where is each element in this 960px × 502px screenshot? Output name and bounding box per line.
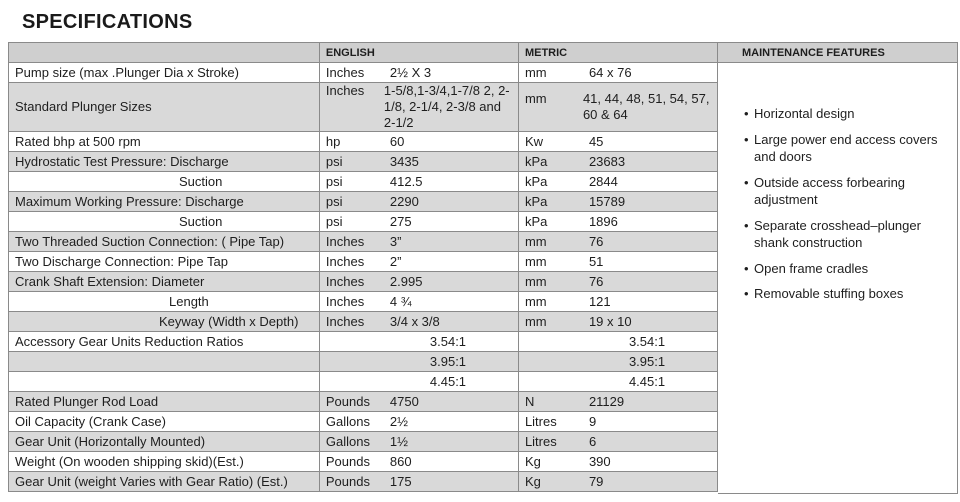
metric-unit: mm bbox=[524, 313, 547, 329]
spec-label: Suction bbox=[9, 212, 320, 232]
header-english: ENGLISH bbox=[319, 43, 518, 63]
metric-unit: Kw bbox=[524, 133, 543, 149]
specifications-body bbox=[9, 63, 718, 492]
metric-cell bbox=[518, 472, 717, 492]
table-row bbox=[9, 63, 718, 83]
spec-label bbox=[9, 372, 320, 392]
metric-value: 41, 44, 48, 51, 54, 57, 60 & 64 bbox=[582, 91, 710, 122]
bullet-icon: • bbox=[744, 260, 749, 276]
english-cell bbox=[319, 452, 518, 472]
english-cell bbox=[319, 172, 518, 192]
table-header-row bbox=[9, 43, 718, 63]
metric-cell bbox=[518, 312, 717, 332]
english-ratio: 4.45:1 bbox=[429, 373, 467, 389]
metric-value: 1896 bbox=[588, 213, 618, 229]
metric-value: 19 x 10 bbox=[588, 313, 632, 329]
metric-cell bbox=[518, 232, 717, 252]
metric-unit: Kg bbox=[524, 473, 541, 489]
maintenance-list bbox=[744, 105, 949, 311]
spec-label: Keyway (Width x Depth) bbox=[9, 312, 320, 332]
metric-unit: mm bbox=[524, 64, 547, 80]
metric-value: 51 bbox=[588, 253, 604, 269]
english-value: 2290 bbox=[389, 193, 419, 209]
spec-label: Two Discharge Connection: Pipe Tap bbox=[9, 252, 320, 272]
metric-ratio: 3.54:1 bbox=[628, 333, 666, 349]
metric-cell bbox=[518, 132, 717, 152]
english-value: 2” bbox=[389, 253, 402, 269]
english-value: 2½ X 3 bbox=[389, 64, 432, 80]
english-cell bbox=[319, 352, 518, 372]
spec-label bbox=[9, 352, 320, 372]
maintenance-item bbox=[744, 174, 949, 209]
metric-unit: kPa bbox=[524, 173, 548, 189]
english-value: 3/4 x 3/8 bbox=[389, 313, 440, 329]
spec-label: Suction bbox=[9, 172, 320, 192]
metric-value: 64 x 76 bbox=[588, 64, 632, 80]
english-unit: psi bbox=[325, 153, 343, 169]
table-row bbox=[9, 83, 718, 132]
english-value: 2½ bbox=[389, 413, 408, 429]
metric-cell bbox=[518, 372, 717, 392]
metric-value: 45 bbox=[588, 133, 604, 149]
table-row bbox=[9, 332, 718, 352]
header-metric: METRIC bbox=[518, 43, 717, 63]
english-cell bbox=[319, 392, 518, 412]
english-cell bbox=[319, 192, 518, 212]
maintenance-text: Horizontal design bbox=[754, 106, 855, 121]
english-value: 1-5/8,1-3/4,1-7/8 2, 2-1/8, 2-1/4, 2-3/8 and 2-1/2 bbox=[383, 83, 510, 130]
metric-value: 6 bbox=[588, 433, 597, 449]
table-row bbox=[9, 152, 718, 172]
maintenance-item bbox=[744, 260, 949, 278]
metric-cell bbox=[518, 392, 717, 412]
english-ratio: 3.54:1 bbox=[429, 333, 467, 349]
spec-label: Gear Unit (weight Varies with Gear Ratio) (Est.) bbox=[9, 472, 320, 492]
english-cell bbox=[319, 292, 518, 312]
metric-cell bbox=[518, 152, 717, 172]
header-label bbox=[9, 43, 320, 63]
metric-unit: Litres bbox=[524, 413, 557, 429]
metric-value: 23683 bbox=[588, 153, 626, 169]
metric-unit: mm bbox=[524, 273, 547, 289]
metric-value: 21129 bbox=[588, 393, 625, 409]
spec-label: Two Threaded Suction Connection: ( Pipe Tap) bbox=[9, 232, 320, 252]
english-cell bbox=[319, 332, 518, 352]
table-row bbox=[9, 472, 718, 492]
table-row bbox=[9, 412, 718, 432]
metric-value: 2844 bbox=[588, 173, 618, 189]
english-unit: hp bbox=[325, 133, 341, 149]
table-row bbox=[9, 452, 718, 472]
english-value: 860 bbox=[389, 453, 412, 469]
table-row bbox=[9, 312, 718, 332]
table-row bbox=[9, 372, 718, 392]
metric-value: 76 bbox=[588, 273, 604, 289]
english-cell bbox=[319, 83, 518, 132]
english-unit: Pounds bbox=[325, 473, 370, 489]
maintenance-header: MAINTENANCE FEATURES bbox=[718, 43, 957, 63]
table-row bbox=[9, 132, 718, 152]
metric-unit: kPa bbox=[524, 193, 548, 209]
english-cell bbox=[319, 472, 518, 492]
english-cell bbox=[319, 132, 518, 152]
bullet-icon: • bbox=[744, 131, 749, 147]
table-row bbox=[9, 212, 718, 232]
english-value: 2.995 bbox=[389, 273, 423, 289]
metric-value: 76 bbox=[588, 233, 604, 249]
maintenance-item bbox=[744, 131, 949, 166]
spec-label: Rated Plunger Rod Load bbox=[9, 392, 320, 412]
spec-label: Gear Unit (Horizontally Mounted) bbox=[9, 432, 320, 452]
english-value: 1½ bbox=[389, 433, 408, 449]
english-cell bbox=[319, 152, 518, 172]
metric-cell bbox=[518, 212, 717, 232]
english-unit: Gallons bbox=[325, 413, 370, 429]
english-cell bbox=[319, 272, 518, 292]
spec-label: Accessory Gear Units Reduction Ratios bbox=[9, 332, 320, 352]
bullet-icon: • bbox=[744, 174, 749, 190]
specifications-table bbox=[8, 42, 718, 492]
spec-label: Maximum Working Pressure: Discharge bbox=[9, 192, 320, 212]
maintenance-item bbox=[744, 105, 949, 123]
table-row bbox=[9, 252, 718, 272]
english-cell bbox=[319, 372, 518, 392]
english-value: 3” bbox=[389, 233, 402, 249]
metric-unit: Litres bbox=[524, 433, 557, 449]
english-unit: psi bbox=[325, 173, 343, 189]
metric-unit: N bbox=[524, 393, 535, 409]
metric-unit: Kg bbox=[524, 453, 541, 469]
table-row bbox=[9, 292, 718, 312]
metric-cell bbox=[518, 432, 717, 452]
spec-label: Oil Capacity (Crank Case) bbox=[9, 412, 320, 432]
bullet-icon: • bbox=[744, 217, 749, 233]
metric-value: 121 bbox=[588, 293, 611, 309]
metric-cell bbox=[518, 172, 717, 192]
metric-cell bbox=[518, 292, 717, 312]
spec-label: Rated bhp at 500 rpm bbox=[9, 132, 320, 152]
english-value: 4 ¾ bbox=[389, 293, 412, 309]
maintenance-features-panel bbox=[718, 42, 958, 494]
specifications-sheet bbox=[8, 42, 958, 495]
english-cell bbox=[319, 252, 518, 272]
english-unit: Inches bbox=[325, 253, 365, 269]
english-unit: Inches bbox=[325, 64, 365, 80]
metric-unit: kPa bbox=[524, 153, 548, 169]
english-cell bbox=[319, 312, 518, 332]
table-row bbox=[9, 272, 718, 292]
metric-value: 79 bbox=[588, 473, 604, 489]
maintenance-text: Open frame cradles bbox=[754, 260, 869, 276]
english-value: 4750 bbox=[389, 393, 419, 409]
english-unit: Gallons bbox=[325, 433, 370, 449]
maintenance-item bbox=[744, 285, 949, 303]
metric-unit: mm bbox=[524, 253, 547, 269]
metric-cell bbox=[518, 83, 717, 132]
english-value: 412.5 bbox=[389, 173, 423, 189]
metric-value: 390 bbox=[588, 453, 611, 469]
english-unit: Inches bbox=[325, 233, 365, 249]
maintenance-text: Removable stuffing boxes bbox=[754, 286, 904, 301]
page-title: SPECIFICATIONS bbox=[22, 11, 193, 33]
maintenance-text: Outside access forbearing adjustment bbox=[754, 174, 906, 207]
metric-unit: kPa bbox=[524, 213, 548, 229]
english-value: 175 bbox=[389, 473, 412, 489]
metric-cell bbox=[518, 332, 717, 352]
table-row bbox=[9, 352, 718, 372]
metric-value: 9 bbox=[588, 413, 597, 429]
metric-cell bbox=[518, 63, 717, 83]
table-row bbox=[9, 172, 718, 192]
table-row bbox=[9, 432, 718, 452]
english-cell bbox=[319, 432, 518, 452]
english-unit: Inches bbox=[325, 313, 365, 329]
table-row bbox=[9, 192, 718, 212]
maintenance-text: Large power end access covers and doors bbox=[754, 131, 938, 164]
english-unit: Pounds bbox=[325, 453, 370, 469]
bullet-icon: • bbox=[744, 286, 749, 301]
metric-cell bbox=[518, 252, 717, 272]
english-unit: Inches bbox=[325, 83, 365, 98]
english-cell bbox=[319, 232, 518, 252]
english-unit: psi bbox=[325, 213, 343, 229]
metric-cell bbox=[518, 272, 717, 292]
maintenance-text: Separate crosshead–plunger shank construction bbox=[754, 217, 921, 250]
metric-value: 15789 bbox=[588, 193, 626, 209]
spec-label: Pump size (max .Plunger Dia x Stroke) bbox=[9, 63, 320, 83]
spec-label: Crank Shaft Extension: Diameter bbox=[9, 272, 320, 292]
spec-label: Standard Plunger Sizes bbox=[9, 83, 320, 132]
spec-label: Weight (On wooden shipping skid)(Est.) bbox=[9, 452, 320, 472]
english-unit: Pounds bbox=[325, 393, 370, 409]
metric-cell bbox=[518, 192, 717, 212]
english-ratio: 3.95:1 bbox=[429, 353, 467, 369]
metric-cell bbox=[518, 412, 717, 432]
bullet-icon: • bbox=[744, 106, 749, 121]
english-unit: Inches bbox=[325, 273, 365, 289]
english-cell bbox=[319, 412, 518, 432]
english-value: 3435 bbox=[389, 153, 419, 169]
maintenance-item bbox=[744, 217, 949, 252]
metric-unit: mm bbox=[524, 293, 547, 309]
english-cell bbox=[319, 63, 518, 83]
spec-label: Length bbox=[9, 292, 320, 312]
spec-label: Hydrostatic Test Pressure: Discharge bbox=[9, 152, 320, 172]
table-row bbox=[9, 392, 718, 412]
english-value: 275 bbox=[389, 213, 412, 229]
metric-unit: mm bbox=[524, 91, 547, 106]
metric-ratio: 3.95:1 bbox=[628, 353, 666, 369]
english-value: 60 bbox=[389, 133, 405, 149]
metric-cell bbox=[518, 352, 717, 372]
table-row bbox=[9, 232, 718, 252]
english-unit: psi bbox=[325, 193, 343, 209]
metric-cell bbox=[518, 452, 717, 472]
english-unit: Inches bbox=[325, 293, 365, 309]
metric-ratio: 4.45:1 bbox=[628, 373, 666, 389]
metric-unit: mm bbox=[524, 233, 547, 249]
english-cell bbox=[319, 212, 518, 232]
